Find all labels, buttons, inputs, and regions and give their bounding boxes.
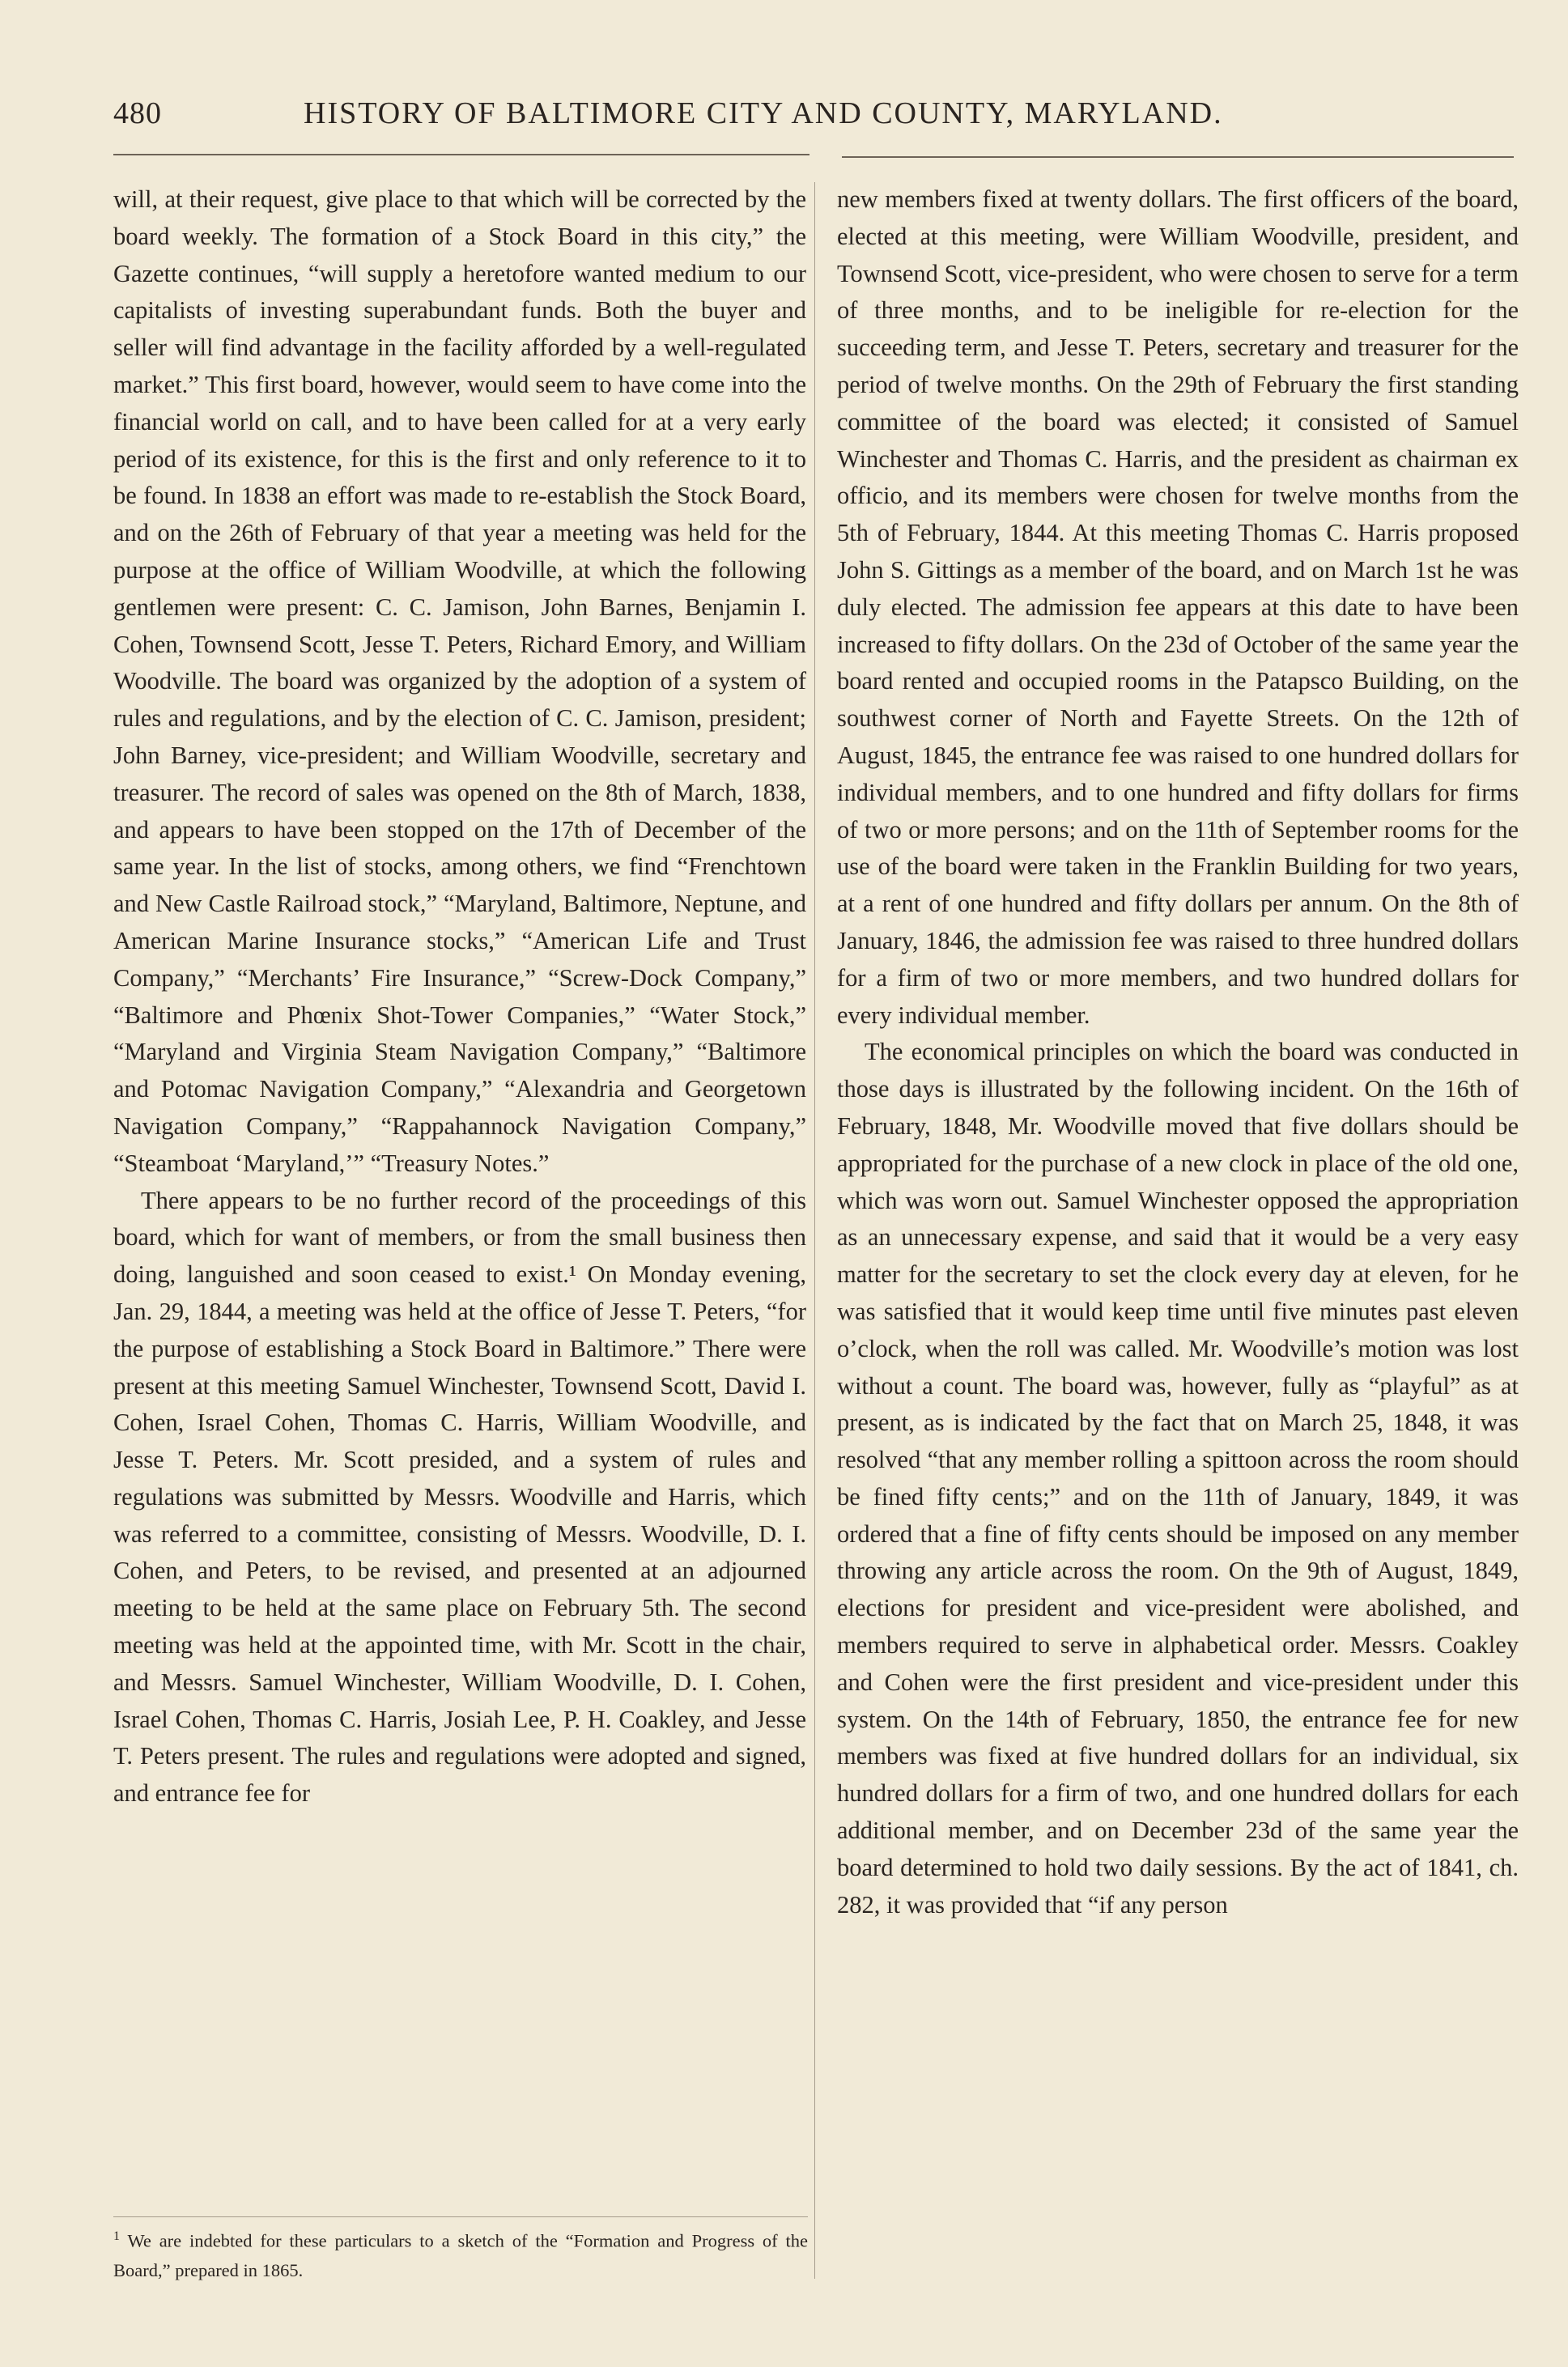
footnote-text: We are indebted for these particulars to a sketch of the “Formation and Progress of the Board,” prepared in 1865. [113,2230,808,2280]
footnote [113,2222,808,2285]
header-rule-right [842,156,1514,158]
column-divider [814,182,815,2279]
running-title: HISTORY OF BALTIMORE CITY AND COUNTY, MARYLAND. [304,96,1223,130]
page-header [113,96,1506,144]
left-paragraph-1: will, at their request, give place to that which will be corrected by the board weekly. The formation of a Stock Board in this city,” the Gazette continues, “will supply a heretofore wanted medium to our capitalists of investing superabundant funds. Both the buyer and seller will find advantage in the facility afforded by a well-regulated market.” This first board, however, would seem to have come into the financial world on call, and to have been called for at a very early period of its existence, for this is the first and only reference to it to be found. In 1838 an effort was made to re-establish the Stock Board, and on the 26th of February of that year a meeting was held for the purpose at the office of William Woodville, at which the following gentlemen were present: C. C. Jamison, John Barnes, Benjamin I. Cohen, Townsend Scott, Jesse T. Peters, Richard Emory, and William Woodville. The board was organized by the adoption of a system of rules and regulations, and by the election of C. C. Jamison, president; John Barney, vice-president; and William Woodville, secretary and treasurer. The record of sales was opened on the 8th of March, 1838, and appears to have been stopped on the 17th of December of the same year. In the list of stocks, among others, we find “Frenchtown and New Castle Railroad stock,” “Maryland, Baltimore, Neptune, and American Marine Insurance stocks,” “American Life and Trust Company,” “Merchants’ Fire Insurance,” “Screw-Dock Company,” “Baltimore and Phœnix Shot-Tower Companies,” “Water Stock,” “Maryland and Virginia Steam Navigation Company,” “Baltimore and Potomac Navigation Company,” “Alexandria and Georgetown Navigation Company,” “Rappahannock Navigation Company,” “Steamboat ‘Maryland,’” “Treasury Notes.” [113,185,806,1177]
right-paragraph-2: The economical principles on which the board was conducted in those days is illustrated by the following incident. On the 16th of February, 1848, Mr. Woodville moved that five dollars should be appropriated for the purchase of a new clock in place of the old one, which was worn out. Samuel Winchester opposed the appropriation as an unnecessary expense, and said that it would be a very easy matter for the secretary to set the clock every day at eleven, for he was satisfied that it would keep time until five minutes past eleven o’clock, when the roll was called. Mr. Woodville’s motion was lost without a count. The board was, however, fully as “playful” as at present, as is indicated by the fact that on March 25, 1848, it was resolved “that any member rolling a spittoon across the room should be fined fifty cents;” and on the 11th of January, 1849, it was ordered that a fine of fifty cents should be imposed on any member throwing any article across the room. On the 9th of August, 1849, elections for president and vice-president were abolished, and members required to serve in alphabetical order. Messrs. Coakley and Cohen were the first president and vice-president under this system. On the 14th of February, 1850, the entrance fee for new members was fixed at five hundred dollars for an individual, six hundred dollars for a firm of two, and one hundred dollars for each additional member, and on December 23d of the same year the board determined to hold two daily sessions. By the act of 1841, ch. 282, it was provided that “if any person [837,1038,1519,1919]
footnote-marker: 1 [113,2229,120,2243]
right-column [837,181,1519,1923]
page-number: 480 [113,96,162,130]
left-paragraph-2: There appears to be no further record of the proceedings of this board, which for want of members, or from the small business then doing, languished and soon ceased to exist.¹ On Monday evening, Jan. 29, 1844, a meeting was held at the office of Jesse T. Peters, “for the purpose of establishing a Stock Board in Baltimore.” There were present at this meeting Samuel Winchester, Townsend Scott, David I. Cohen, Israel Cohen, Thomas C. Harris, William Woodville, and Jesse T. Peters. Mr. Scott presided, and a system of rules and regulations was submitted by Messrs. Woodville and Harris, which was referred to a committee, consisting of Messrs. Woodville, D. I. Cohen, and Peters, to be revised, and presented at an adjourned meeting to be held at the same place on February 5th. The second meeting was held at the appointed time, with Mr. Scott in the chair, and Messrs. Samuel Winchester, William Woodville, D. I. Cohen, Israel Cohen, Thomas C. Harris, Josiah Lee, P. H. Coakley, and Jesse T. Peters present. The rules and regulations were adopted and signed, and entrance fee for [113,1186,806,1808]
left-column [113,181,806,1812]
right-paragraph-1: new members fixed at twenty dollars. The first officers of the board, elected at this meeting, were William Woodville, president, and Townsend Scott, vice-president, who were chosen to serve for a term of three months, and to be ineligible for re-election for the succeeding term, and Jesse T. Peters, secretary and treasurer for the period of twelve months. On the 29th of February the first standing committee of the board was elected; it consisted of Samuel Winchester and Thomas C. Harris, and the president as chairman ex officio, and its members were chosen for twelve months from the 5th of February, 1844. At this meeting Thomas C. Harris proposed John S. Gittings as a member of the board, and on March 1st he was duly elected. The admission fee appears at this date to have been increased to fifty dollars. On the 23d of October of the same year the board rented and occupied rooms in the Patapsco Building, on the southwest corner of North and Fayette Streets. On the 12th of August, 1845, the entrance fee was raised to one hundred dollars for individual members, and to one hundred and fifty dollars for firms of two or more persons; and on the 11th of September rooms for the use of the board were taken in the Franklin Building for two years, at a rent of one hundred and fifty dollars per annum. On the 8th of January, 1846, the admission fee was raised to three hundred dollars for a firm of two or more members, and two hundred dollars for every individual member. [837,185,1519,1029]
header-rule-left [113,154,809,155]
footnote-rule [113,2216,808,2217]
